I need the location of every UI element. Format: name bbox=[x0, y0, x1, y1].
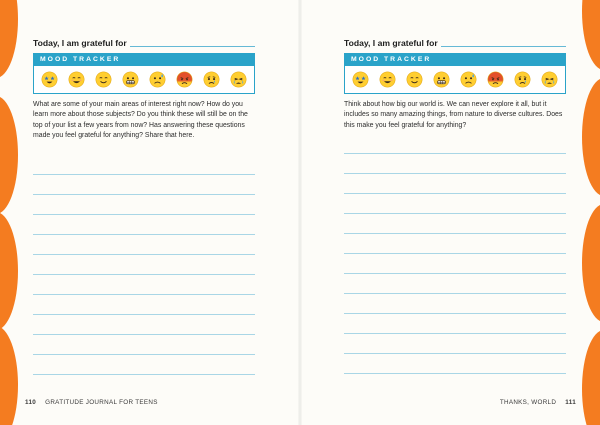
writing-line bbox=[344, 193, 566, 194]
writing-line bbox=[344, 253, 566, 254]
writing-line bbox=[33, 294, 255, 295]
writing-lines bbox=[344, 0, 566, 425]
writing-line bbox=[33, 214, 255, 215]
heading-text: Today, I am grateful for bbox=[344, 38, 438, 48]
page-number: 111 bbox=[565, 399, 576, 406]
writing-line bbox=[344, 173, 566, 174]
running-title: THANKS, WORLD bbox=[499, 399, 557, 406]
writing-line bbox=[33, 274, 255, 275]
left-page bbox=[25, 0, 273, 425]
page-footer bbox=[25, 399, 158, 406]
writing-line bbox=[33, 334, 255, 335]
mood-tracker-label: MOOD TRACKER bbox=[345, 54, 565, 66]
writing-line bbox=[33, 234, 255, 235]
writing-line bbox=[344, 333, 566, 334]
writing-line bbox=[33, 194, 255, 195]
right-page bbox=[344, 0, 584, 425]
heading-text: Today, I am grateful for bbox=[33, 38, 127, 48]
left-scalloped-border bbox=[0, 0, 22, 425]
writing-line bbox=[344, 273, 566, 274]
mood-tracker-label: MOOD TRACKER bbox=[34, 54, 254, 66]
writing-line bbox=[344, 353, 566, 354]
writing-line bbox=[33, 374, 255, 375]
writing-line bbox=[344, 153, 566, 154]
journal-prompt: What are some of your main areas of interest right now? How do you learn more about those subjects? Do you think these will still be on the top of your list a few years from now? Has answering these questions made you feel grateful for anything? Share that here. bbox=[33, 101, 248, 140]
writing-line bbox=[33, 254, 255, 255]
writing-line bbox=[33, 354, 255, 355]
writing-line bbox=[33, 174, 255, 175]
writing-line bbox=[33, 314, 255, 315]
writing-line bbox=[344, 293, 566, 294]
writing-line bbox=[344, 233, 566, 234]
writing-line bbox=[344, 373, 566, 374]
writing-lines bbox=[33, 0, 255, 425]
running-title: GRATITUDE JOURNAL FOR TEENS bbox=[45, 399, 158, 406]
page-footer bbox=[494, 399, 576, 406]
writing-line bbox=[344, 213, 566, 214]
journal-prompt: Think about how big our world is. We can never explore it all, but it includes so many amazing things, from nature to diverse cultures. Does this make you feel grateful for anything? bbox=[344, 101, 563, 129]
writing-line bbox=[344, 313, 566, 314]
page-number: 110 bbox=[25, 399, 37, 406]
